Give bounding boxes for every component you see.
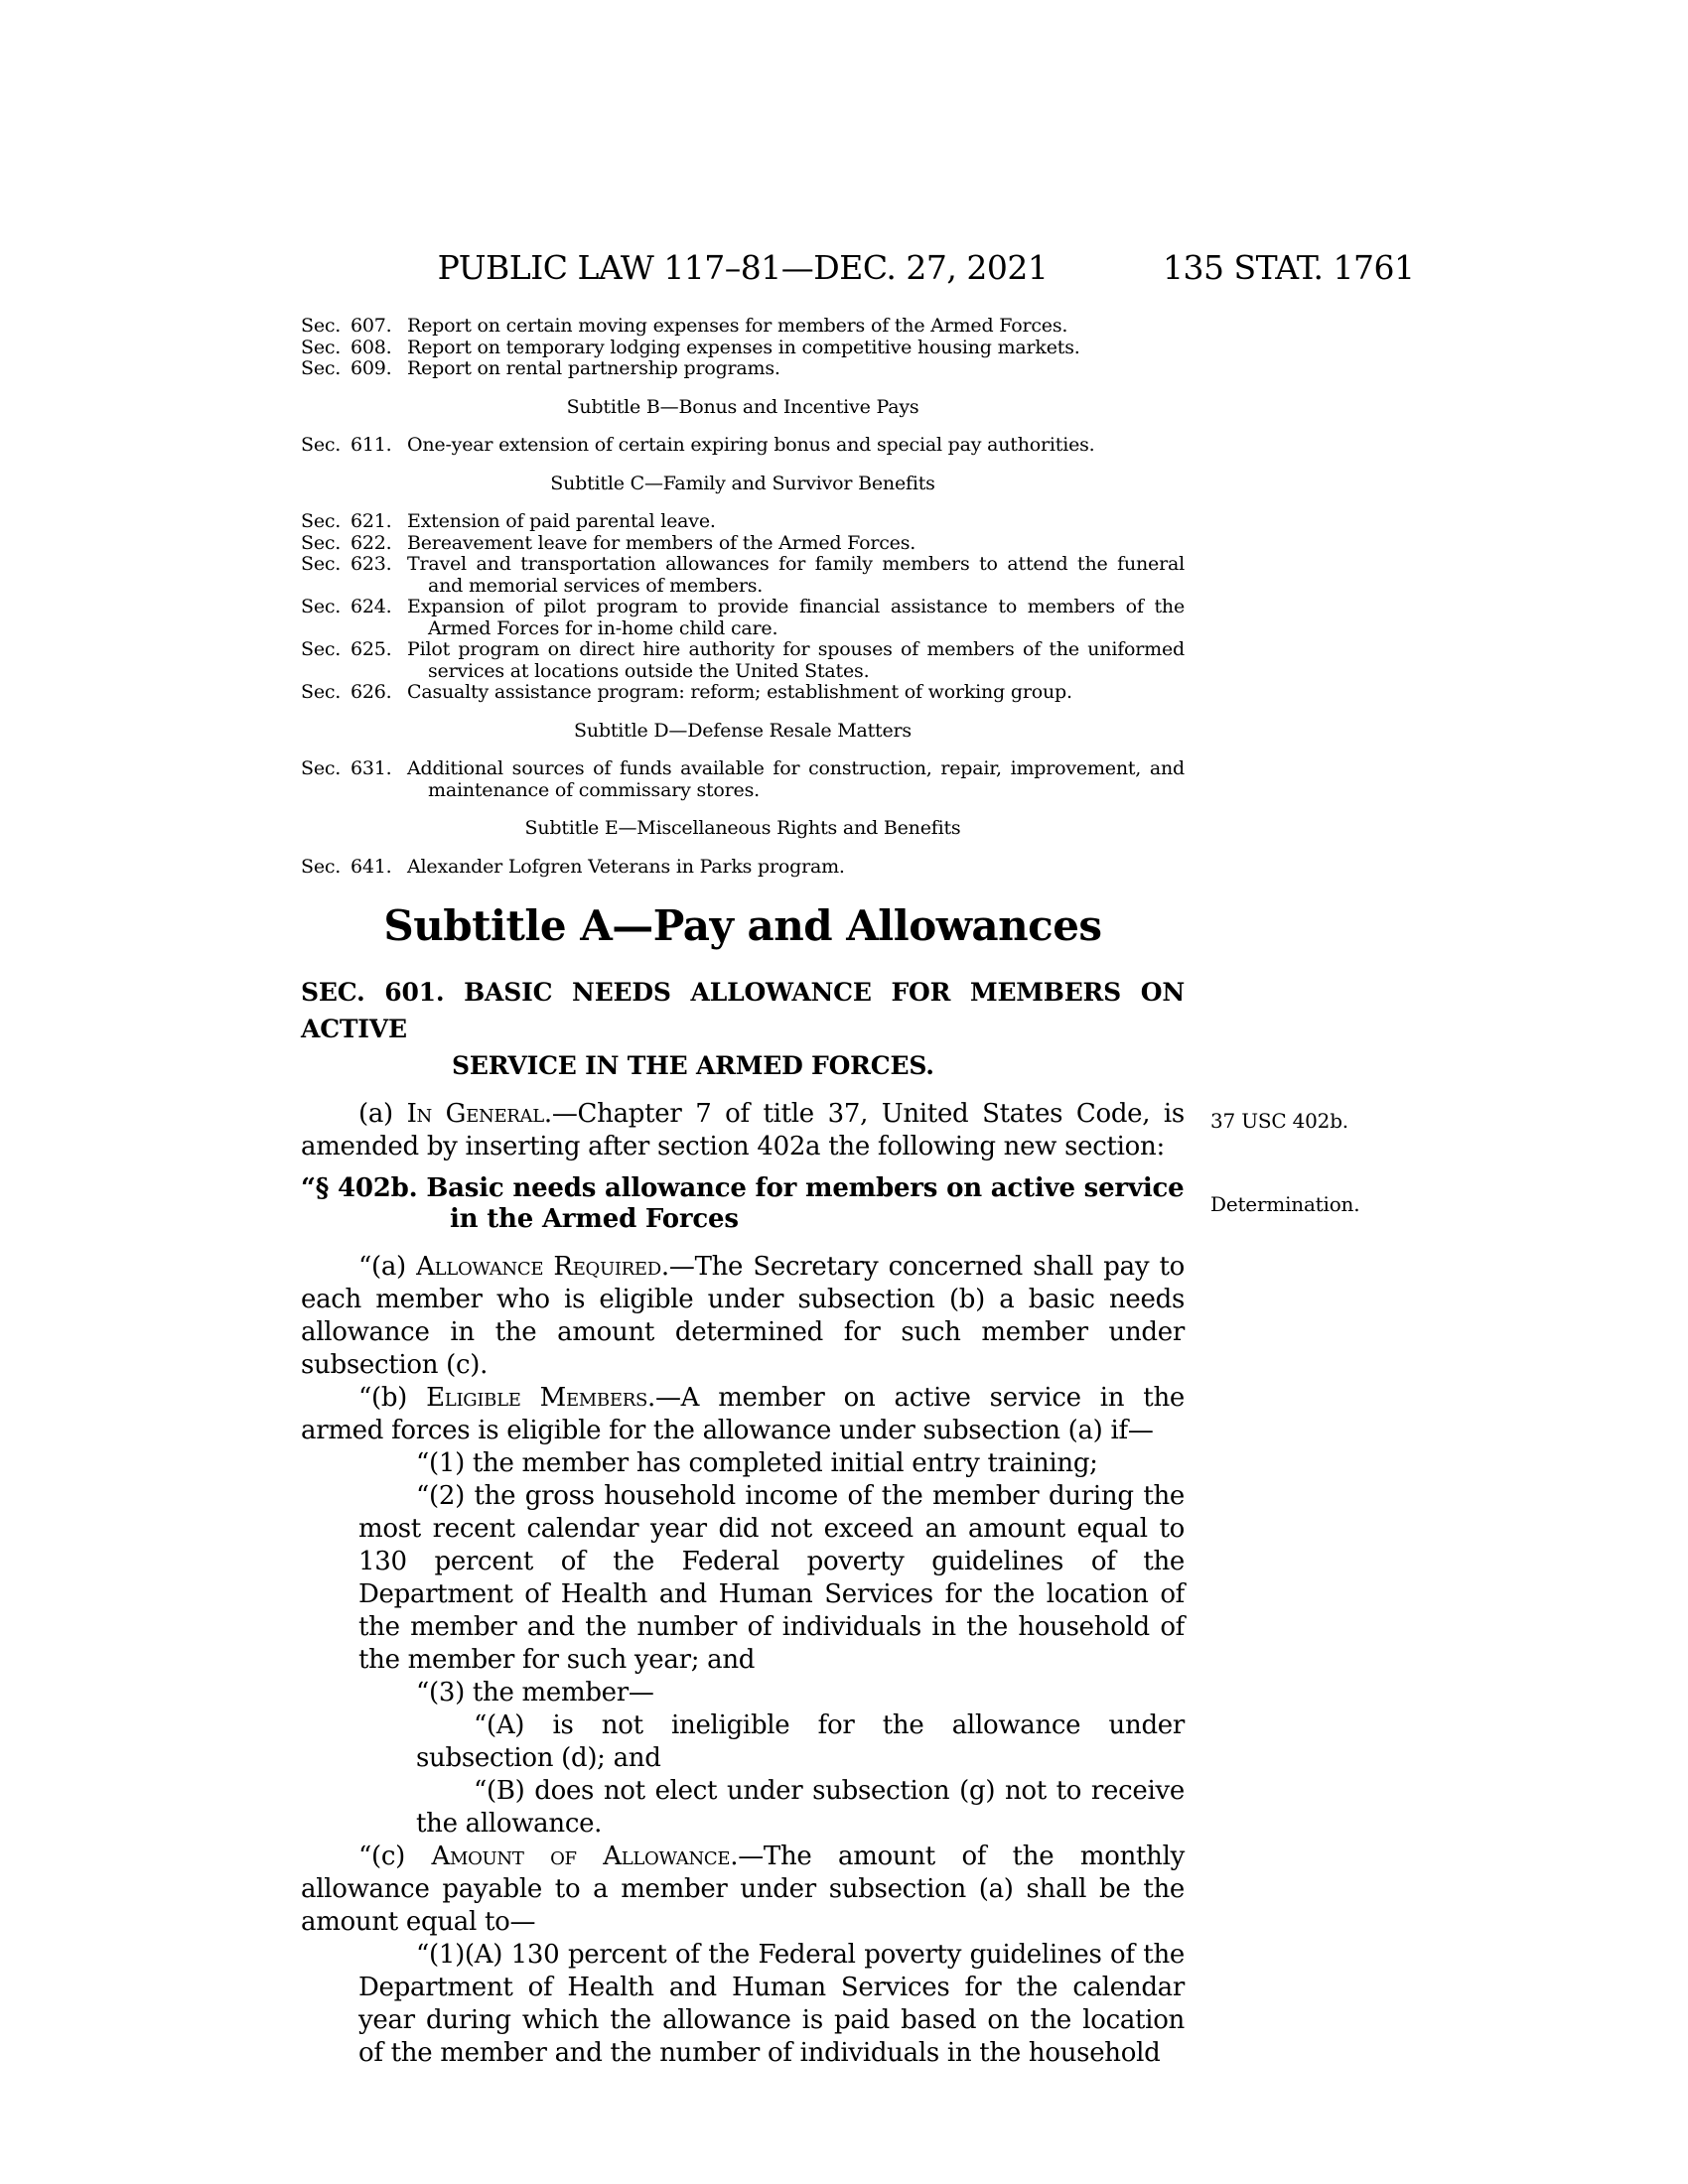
toc-entry-623 [301,554,1185,597]
toc-sec-label: Sec. [301,510,342,532]
clause-b3: “(3) the member— [416,1678,654,1707]
toc-entry-number: 625. [351,638,392,660]
toc-entry-text: Alexander Lofgren Veterans in Parks program. [407,855,845,878]
toc-entry-text: Additional sources of funds available for construction, repair, improvement, and maintenance of commissary stores. [407,757,1185,801]
toc-entry-number: 624. [351,596,392,617]
toc-sec-label: Sec. [301,553,342,575]
para-text: .—The amount of the monthly allowance payable to a member under subsection (a) shall be the amount equal to— [301,1842,1186,1937]
toc-sec-label: Sec. [301,336,342,358]
para-amount-of-allowance [301,1841,1185,1939]
toc-subtitle-b: Subtitle B—Bonus and Incentive Pays [566,395,919,418]
page-content [301,248,1423,2070]
toc-sec-label: Sec. [301,531,342,554]
running-head [301,248,1423,290]
para-small-caps: Amount of Allowance [431,1842,731,1871]
toc-entry-622 [301,533,1185,555]
toc-entry-number: 608. [351,336,392,358]
toc-entry-text: One-year extension of certain expiring bonus and special pay authorities. [407,434,1095,456]
margin-note-determination: Determination. [1210,1192,1360,1216]
toc-entry-number: 641. [351,855,392,878]
statute-heading-line2: in the Armed Forces [450,1204,739,1234]
toc-entry-text: Expansion of pilot program to provide financial assistance to members of the Armed Forces for in-home child care. [407,596,1185,639]
toc-sec-label: Sec. [301,434,342,456]
para-small-caps: Allowance Required [416,1252,661,1282]
sec-601-heading [301,974,1185,1084]
toc-entry-number: 626. [351,681,392,703]
toc-entry-text: Extension of paid parental leave. [407,510,716,532]
toc-subtitle-e: Subtitle E—Miscellaneous Rights and Benefits [524,817,961,839]
toc-entry-number: 607. [351,315,392,337]
para-allowance-required [301,1251,1185,1382]
public-law-title: PUBLIC LAW 117–81—DEC. 27, 2021 [437,248,1049,287]
clause-b3A: “(A) is not ineligible for the allowance under subsection (d); and [416,1710,1185,1773]
sec-601-heading-line1: SEC. 601. BASIC NEEDS ALLOWANCE FOR MEMBERS ON ACTIVE [301,978,1185,1043]
sec-601-heading-line2: SERVICE IN THE ARMED FORCES. [452,1051,934,1080]
clause-b1: “(1) the member has completed initial entry training; [416,1448,1098,1478]
clause-c1A: “(1)(A) 130 percent of the Federal poverty guidelines of the Department of Health and Human Services for the calendar year during which the allowance is paid based on the location of the member and the number of individuals in the household [358,1940,1185,2068]
toc-sec-label: Sec. [301,596,342,617]
toc-subtitle-c: Subtitle C—Family and Survivor Benefits [550,472,935,494]
toc-sec-label: Sec. [301,757,342,779]
clause-b2: “(2) the gross household income of the member during the most recent calendar year did not exceed an amount equal to 130 percent of the Federal poverty guidelines of the Department of Health and Human Services for the location of the member and the number of individuals in the household of the member for such year; and [358,1481,1185,1675]
toc-entry-624 [301,597,1185,639]
toc-entry-631 [301,758,1185,801]
para-eligible-members [301,1382,1185,1447]
toc-entry-text: Casualty assistance program: reform; establishment of working group. [407,681,1072,703]
toc-subtitle-d: Subtitle D—Defense Resale Matters [574,719,912,742]
toc-entry-609 [301,358,1185,380]
toc-sec-label: Sec. [301,681,342,703]
toc-entry-625 [301,639,1185,682]
toc-entry-641 [301,857,1185,879]
para-text: .—Chapter 7 of title 37, United States Code, is amended by inserting after section 402a the following new section: [301,1099,1185,1161]
para-open: “(c) [358,1842,432,1871]
toc-entry-text: Report on certain moving expenses for members of the Armed Forces. [407,315,1068,337]
subtitle-a-heading: Subtitle A—Pay and Allowances [383,901,1102,950]
para-text: .—A member on active service in the armed forces is eligible for the allowance under subsection (a) if— [301,1383,1185,1445]
toc-entry-number: 631. [351,757,392,779]
toc-entry-text: Bereavement leave for members of the Armed Forces. [407,531,916,554]
margin-note-usc: 37 USC 402b. [1210,1109,1348,1133]
toc-sec-label: Sec. [301,357,342,379]
toc-sec-label: Sec. [301,315,342,337]
toc-entry-text: Report on rental partnership programs. [407,357,780,379]
stat-page-number: 135 STAT. 1761 [1163,248,1415,287]
statute-heading-line1: “§ 402b. Basic needs allowance for members on active service [301,1173,1185,1203]
para-small-caps: In General [406,1099,544,1129]
toc-entry-number: 611. [351,434,392,456]
statute-body [301,1098,1360,2070]
clause-b3B: “(B) does not elect under subsection (g) not to receive the allowance. [416,1776,1185,1839]
toc-sec-label: Sec. [301,638,342,660]
toc-entry-text: Pilot program on direct hire authority for spouses of members of the uniformed services at locations outside the United States. [407,638,1185,682]
para-small-caps: Eligible Members [426,1383,647,1413]
para-open: (a) [358,1099,407,1129]
toc-entry-608 [301,338,1185,359]
para-open: “(b) [358,1383,427,1413]
toc-entry-text: Travel and transportation allowances for family members to attend the funeral and memorial services of members. [407,553,1185,597]
toc-entry-text: Report on temporary lodging expenses in competitive housing markets. [407,336,1080,358]
toc-entry-number: 623. [351,553,392,575]
toc-entry-621 [301,511,1185,533]
toc-entry-number: 621. [351,510,392,532]
toc-entry-611 [301,435,1185,457]
para-open: “(a) [358,1252,417,1282]
toc-entry-607 [301,316,1185,338]
para-text: .—The Secretary concerned shall pay to each member who is eligible under subsection (b) a basic needs allowance in the amount determined for such member under subsection (c). [301,1252,1185,1380]
statute-heading-402b [301,1173,1185,1235]
para-in-general [301,1098,1185,1163]
toc-sec-label: Sec. [301,855,342,878]
toc-entry-number: 609. [351,357,392,379]
table-of-contents [301,316,1185,878]
toc-entry-number: 622. [351,531,392,554]
toc-entry-626 [301,682,1185,704]
